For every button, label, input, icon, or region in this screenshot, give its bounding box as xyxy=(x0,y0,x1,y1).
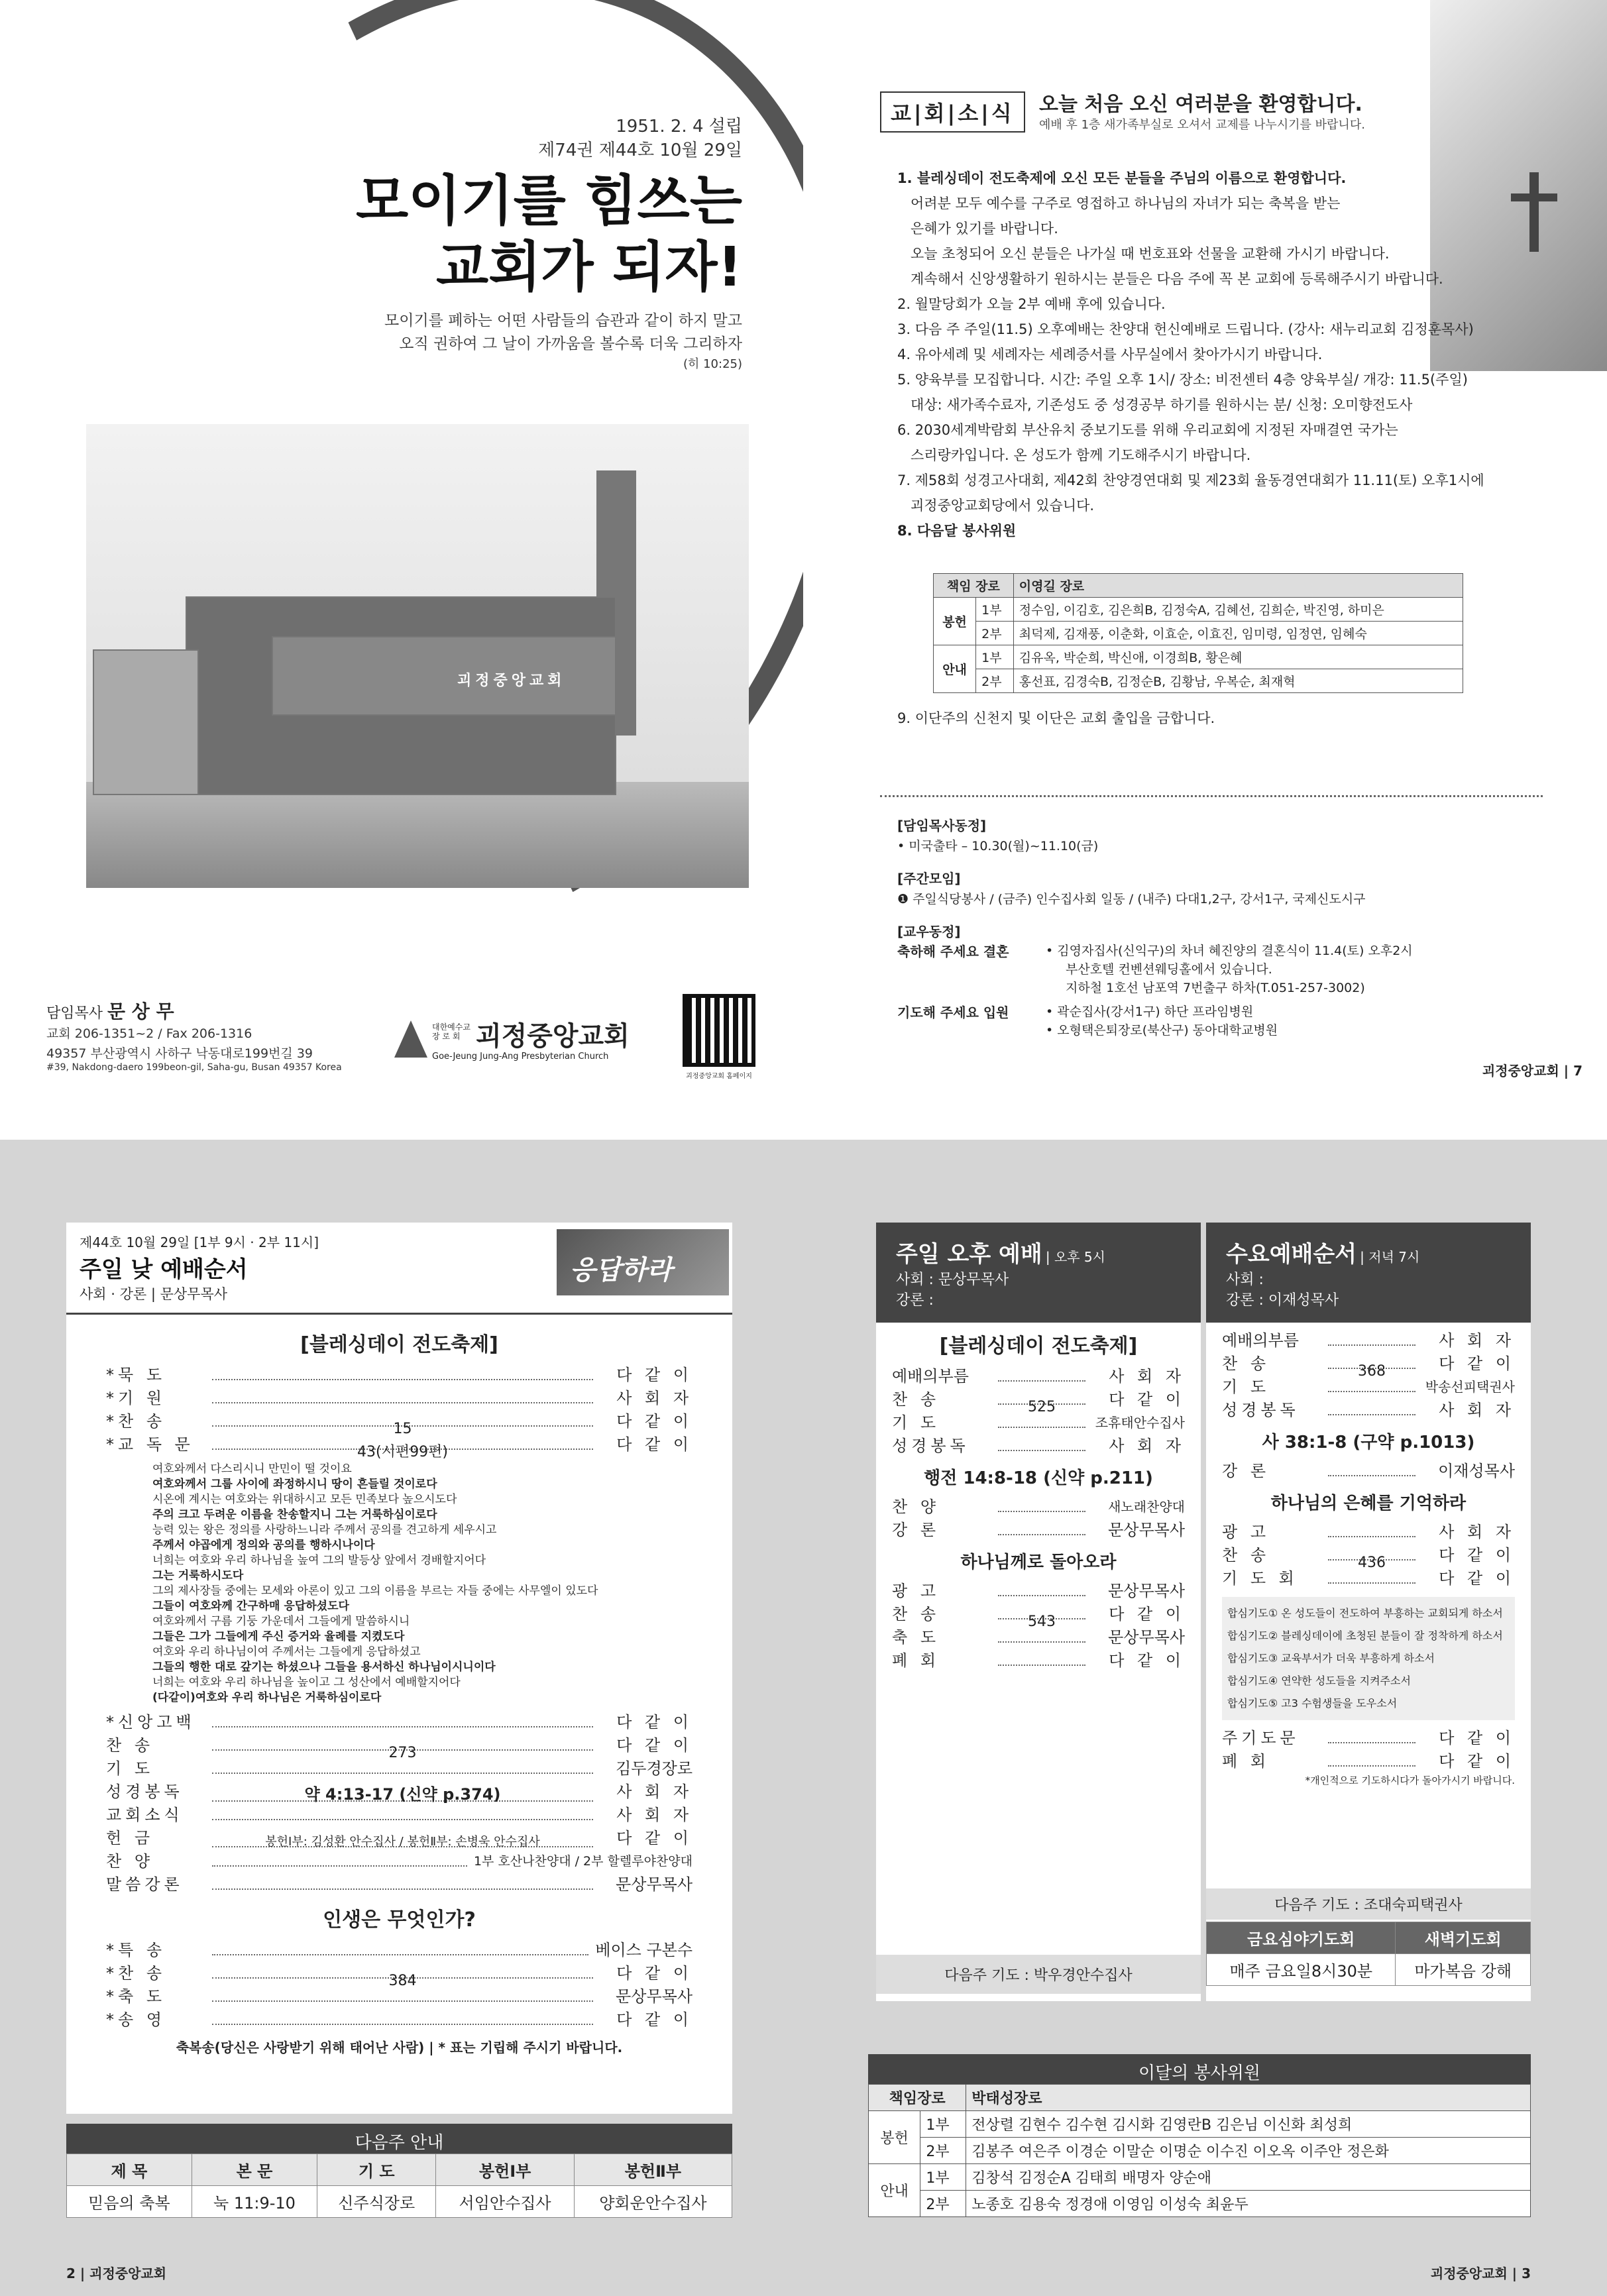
cell: 매주 금요일8시30분 xyxy=(1207,1954,1396,1986)
order-row: *찬 송 15 다 같 이 xyxy=(106,1412,693,1437)
order-row: *묵 도 다 같 이 xyxy=(106,1366,693,1384)
church-logo-icon xyxy=(394,1020,427,1058)
prayer-meeting-table xyxy=(1206,1922,1531,1986)
aft-next-prayer: 다음주 기도 : 박우경안수집사 xyxy=(876,1955,1201,1994)
order-row: 성경봉독 사 회 자 xyxy=(1222,1401,1515,1419)
order-row: 찬 양 1부 호산나찬양대 / 2부 할렐루야찬양대 xyxy=(106,1852,693,1871)
cell: 믿음의 축복 xyxy=(67,2186,192,2218)
sunday-service-card xyxy=(66,1223,732,2114)
order-row: *축 도 문상무목사 xyxy=(106,1987,693,2006)
responsive-reading xyxy=(66,1456,732,1711)
order-row: 예배의부름 사 회 자 xyxy=(1222,1331,1515,1350)
order-row: 헌 금 봉헌Ⅰ부: 김성환 안수집사 / 봉헌Ⅱ부: 손병욱 안수집사 다 같 이 xyxy=(106,1829,693,1849)
pastor-schedule-title: [담임목사동정] xyxy=(897,818,987,834)
wed-time: | 저녁 7시 xyxy=(1360,1249,1420,1265)
vol-cat: 봉헌 xyxy=(869,2111,920,2164)
cover-page xyxy=(0,0,803,1100)
congrats-text-3: 지하철 1호선 남포역 7번출구 하차(T.051-257-3002) xyxy=(1066,981,1365,995)
vol-head-label: 책임 장로 xyxy=(934,574,1014,598)
col-head: 봉헌Ⅰ부 xyxy=(436,2154,575,2186)
order-row: *교 독 문 43(시편99편) 다 같 이 xyxy=(106,1435,693,1460)
vol-part: 2부 xyxy=(976,622,1014,645)
welcome-subtitle: 예배 후 1층 새가족부실로 오셔서 교제를 나누시기를 바랍니다. xyxy=(1039,118,1365,132)
order-row: 폐 회 다 같 이 xyxy=(1222,1752,1515,1771)
qr-code[interactable] xyxy=(683,994,755,1067)
order-row: 찬 양 새노래찬양대 xyxy=(892,1498,1185,1516)
page-number: 2 | 괴정중앙교회 xyxy=(66,2266,167,2281)
vol-head-value: 이영길 장로 xyxy=(1013,574,1463,598)
order-row: 성경봉독 사 회 자 xyxy=(892,1437,1185,1455)
afternoon-service-card xyxy=(876,1223,1201,2001)
vol-head-value: 박태성장로 xyxy=(966,2085,1531,2111)
news-item: 대상: 새가족수료자, 기존성도 중 성경공부 하기를 원하시는 분/ 신청: 오미향전도사 xyxy=(911,397,1413,413)
order-row: 교회소식 사 회 자 xyxy=(106,1806,693,1824)
cover-verse-2: 오직 권하여 그 날이 가까움을 볼수록 더욱 그리하자 xyxy=(399,335,742,353)
section-tag: 교|회|소|식 xyxy=(880,91,1025,133)
news-item: 2. 월말당회가 오늘 2부 예배 후에 있습니다. xyxy=(897,296,1166,312)
news-item: 괴정중앙교회당에서 있습니다. xyxy=(911,498,1095,514)
page-number: 괴정중앙교회 | 3 xyxy=(1430,2266,1531,2281)
est-date: 1951. 2. 4 설립 xyxy=(616,117,742,137)
wed-next-prayer: 다음주 기도 : 조대숙피택권사 xyxy=(1206,1888,1531,1920)
members-title: [교우동정] xyxy=(897,924,961,940)
aft-officiant: 사회 : 문상무목사 xyxy=(896,1272,1009,1288)
vol-names: 정수임, 이김호, 김은희B, 김정숙A, 김혜선, 김희순, 박진영, 하미은 xyxy=(1013,598,1463,622)
order-row: 광 고 사 회 자 xyxy=(1222,1523,1515,1541)
verse-line: 여호와께서 다스리시니 만민이 떨 것이요 xyxy=(152,1462,352,1476)
col-head: 봉헌Ⅱ부 xyxy=(574,2154,732,2186)
prayer-item: 합심기도④ 연약한 성도들을 지켜주소서 xyxy=(1227,1674,1411,1687)
denomination: 대한예수교 장 로 회 xyxy=(432,1022,471,1041)
church-address-en: #39, Nakdong-daero 199beon-gil, Saha-gu, Busan 49357 Korea xyxy=(46,1062,342,1073)
col-head: 기 도 xyxy=(317,2154,436,2186)
order-row: *송 영 다 같 이 xyxy=(106,2010,693,2029)
vol-names: 김봉주 여은주 이경순 이말순 이명순 이수진 이오옥 이주안 정은화 xyxy=(966,2138,1531,2164)
order-row: *찬 송 384 다 같 이 xyxy=(106,1964,693,1989)
pastor-line: 담임목사 문 상 무 xyxy=(46,1001,174,1022)
church-name: 괴정중앙교회 xyxy=(476,1021,630,1052)
news-item: 8. 다음달 봉사위원 xyxy=(897,523,1017,539)
order-row: 성경봉독 약 4:13-17 (신약 p.374) 사 회 자 xyxy=(106,1782,693,1804)
vol-cat: 안내 xyxy=(934,645,976,693)
verse-line: 주께서 야곱에게 정의와 공의를 행하시나이다 xyxy=(152,1539,375,1552)
verse-line: 그들의 행한 대로 갚기는 하셨으나 그들을 용서하신 하나님이시니이다 xyxy=(152,1661,496,1674)
order-row: 광 고 문상무목사 xyxy=(892,1582,1185,1600)
lower-spread xyxy=(0,1140,1607,2296)
church-name-en: Goe-Jeung Jung-Ang Presbyterian Church xyxy=(432,1052,609,1062)
verse-line: 그들이 여호와께 간구하매 응답하셨도다 xyxy=(152,1600,349,1613)
vol-part: 2부 xyxy=(920,2191,966,2217)
order-row: *특 송 베이스 구본수 xyxy=(106,1941,693,1959)
col-head: 새벽기도회 xyxy=(1396,1922,1531,1954)
cell: 마가복음 강해 xyxy=(1396,1954,1531,1986)
order-row: 기 도 김두경장로 xyxy=(106,1759,693,1778)
wednesday-service-card xyxy=(1206,1223,1531,2001)
vol-names: 노종호 김용숙 정경애 이영임 이성숙 최윤두 xyxy=(966,2191,1531,2217)
vol-part: 1부 xyxy=(920,2164,966,2191)
sunday-section: [블레싱데이 전도축제] xyxy=(300,1333,498,1356)
wed-message: 하나님의 은혜를 기억하라 xyxy=(1270,1494,1467,1513)
cell: 서임안수집사 xyxy=(436,2186,575,2218)
building-sign: 괴정중앙교회 xyxy=(457,673,566,689)
service-officiant: 사회 · 강론 | 문상무목사 xyxy=(80,1286,228,1302)
news-item: 계속해서 신앙생활하기 원하시는 분들은 다음 주에 꼭 본 교회에 등록해주시기 바랍니다. xyxy=(911,271,1443,287)
wed-officiant: 사회 : xyxy=(1226,1272,1264,1288)
news-item: 오늘 초청되어 오신 분들은 나가실 때 번호표와 선물을 교환해 가시기 바랍니다. xyxy=(911,246,1390,262)
order-row: 기 도 박송선피택권사 xyxy=(1222,1378,1515,1396)
vol-part: 1부 xyxy=(976,645,1014,669)
aft-scripture: 행전 14:8-18 (신약 p.211) xyxy=(924,1468,1153,1488)
aft-message: 하나님께로 돌아오라 xyxy=(960,1553,1117,1572)
weekly-text: ❶ 주일식당봉사 / (금주) 인수집사회 일동 / (내주) 다대1,2구, 강서1구, 국제신도시구 xyxy=(897,892,1366,906)
news-item: 7. 제58회 성경고사대회, 제42회 찬양경연대회 및 제23회 율동경연대회가 11.11(토) 오후1시에 xyxy=(897,472,1484,488)
order-row: 강 론 이재성목사 xyxy=(1222,1462,1515,1480)
order-row: *신앙고백 다 같 이 xyxy=(106,1713,693,1731)
prayer-item: 합심기도③ 교육부서가 더욱 부흥하게 하소서 xyxy=(1227,1652,1435,1665)
vol-names: 전상렬 김현수 김수현 김시화 김영란B 김은님 이신화 최성희 xyxy=(966,2111,1531,2138)
verse-line: 능력 있는 왕은 정의를 사랑하느니라 주께서 공의를 견고하게 세우시고 xyxy=(152,1523,497,1537)
vol-cat: 안내 xyxy=(869,2164,920,2217)
vol-names: 홍선표, 김경숙B, 김정순B, 김황남, 우복순, 최재혁 xyxy=(1013,669,1463,693)
church-tel: 교회 206-1351~2 / Fax 206-1316 xyxy=(46,1026,252,1041)
pray-label: 기도해 주세요 입원 xyxy=(897,1005,1009,1020)
church-address: 49357 부산광역시 사하구 낙동대로199번길 39 xyxy=(46,1046,313,1061)
verse-line: (다같이)여호와 우리 하나님은 거룩하심이로다 xyxy=(152,1691,382,1704)
vol-part: 2부 xyxy=(920,2138,966,2164)
pray-text-1: • 곽순집사(강서1구) 하단 프라임병원 xyxy=(1046,1005,1254,1019)
verse-line: 그의 제사장들 중에는 모세와 아론이 있고 그의 이름을 부르는 자들 중에는 사무엘이 있도다 xyxy=(152,1584,598,1598)
prayer-item: 합심기도① 온 성도들이 전도하여 부흥하는 교회되게 하소서 xyxy=(1227,1607,1503,1619)
cell: 양회운안수집사 xyxy=(574,2186,732,2218)
order-row: 축 도 문상무목사 xyxy=(892,1628,1185,1647)
monthly-volunteers-header: 이달의 봉사위원 xyxy=(868,2054,1531,2089)
verse-line: 여호와 우리 하나님이여 주께서는 그들에게 응답하셨고 xyxy=(152,1645,421,1659)
wed-note: *개인적으로 기도하시다가 돌아가시기 바랍니다. xyxy=(1305,1775,1515,1786)
verse-line: 시온에 계시는 여호와는 위대하시고 모든 민족보다 높으시도다 xyxy=(152,1493,457,1506)
qr-caption: 괴정중앙교회 홈페이지 xyxy=(686,1073,752,1080)
next-week-header: 다음주 안내 xyxy=(66,2124,732,2159)
verse-line: 그는 거룩하시도다 xyxy=(152,1569,244,1582)
news-list xyxy=(893,166,1529,543)
news-item-9: 9. 이단주의 신천지 및 이단은 교회 출입을 금합니다. xyxy=(897,710,1215,726)
verse-line: 주의 크고 두려운 이름을 찬송할지니 그는 거룩하심이로다 xyxy=(152,1508,437,1521)
vol-part: 2부 xyxy=(976,669,1014,693)
verse-line: 여호와께서 구름 기둥 가운데서 그들에게 말씀하시니 xyxy=(152,1615,410,1628)
wed-title: 수요예배순서 xyxy=(1226,1241,1357,1268)
volunteer-table xyxy=(933,573,1463,693)
order-row: 주기도문 다 같 이 xyxy=(1222,1729,1515,1747)
vol-names: 김유옥, 박순희, 박신애, 이경희B, 황은혜 xyxy=(1013,645,1463,669)
vol-part: 1부 xyxy=(976,598,1014,622)
verse-line: 너희는 여호와 우리 하나님을 높여 그의 발등상 앞에서 경배할지어다 xyxy=(152,1554,486,1567)
news-item: 5. 양육부를 모집합니다. 시간: 주일 오후 1시/ 장소: 비전센터 4층 양육부실/ 개강: 11.5(주일) xyxy=(897,372,1468,388)
cell: 신주식장로 xyxy=(317,2186,436,2218)
service-title: 주일 낮 예배순서 xyxy=(80,1256,248,1283)
congrats-label: 축하해 주세요 결혼 xyxy=(897,944,1009,959)
vol-names: 김창석 김정순A 김태희 배명자 양순애 xyxy=(966,2164,1531,2191)
vol-cat: 봉헌 xyxy=(934,598,976,645)
order-row: 말씀강론 문상무목사 xyxy=(106,1875,693,1894)
monthly-volunteers-table xyxy=(868,2084,1531,2217)
verse-line: 그들은 그가 그들에게 주신 증거와 율례를 지켰도다 xyxy=(152,1630,405,1643)
cover-verse-1: 모이기를 폐하는 어떤 사람들의 습관과 같이 하지 말고 xyxy=(384,312,742,329)
wed-scripture: 사 38:1-8 (구약 p.1013) xyxy=(1262,1433,1475,1452)
news-item: 4. 유아세례 및 세례자는 세례증서를 사무실에서 찾아가시기 바랍니다. xyxy=(897,347,1323,362)
church-news-page xyxy=(873,0,1607,1100)
issue-info: 제74권 제44호 10월 29일 xyxy=(538,140,742,160)
cover-title-2: 교회가 되자! xyxy=(435,236,742,299)
order-row: 찬 송 436 다 같 이 xyxy=(1222,1546,1515,1571)
order-row: 기 도 조휴태안수집사 xyxy=(892,1413,1185,1432)
verse-line: 너희는 여호와 우리 하나님을 높이고 그 성산에서 예배할지어다 xyxy=(152,1676,461,1689)
service-issue: 제44호 10월 29일 [1부 9시 · 2부 11시] xyxy=(80,1234,319,1250)
church-building-illustration xyxy=(86,424,749,888)
news-item: 어려분 모두 예수를 구주로 영접하고 하나님의 자녀가 되는 축복을 받는 xyxy=(911,195,1341,211)
pastor-schedule: • 미국출타 – 10.30(월)~11.10(금) xyxy=(897,839,1099,853)
prayer-item: 합심기도② 블레싱데이에 초청된 분들이 잘 정착하게 하소서 xyxy=(1227,1629,1503,1642)
sermon-title: 인생은 무엇인가? xyxy=(323,1908,476,1932)
aft-preacher: 강론 : xyxy=(896,1292,934,1309)
col-head: 본 문 xyxy=(192,2154,317,2186)
prayer-item: 합심기도⑤ 고3 수험생들을 도우소서 xyxy=(1227,1697,1398,1710)
news-item: 3. 다음 주 주일(11.5) 오후예배는 찬양대 헌신예배로 드립니다. (강사: 새누리교회 김정훈목사) xyxy=(897,321,1474,337)
col-head: 제 목 xyxy=(67,2154,192,2186)
aft-section: [블레싱데이 전도축제] xyxy=(939,1335,1138,1358)
pray-text-2: • 오형택은퇴장로(북산구) 동아대학교병원 xyxy=(1046,1023,1278,1038)
news-item: 1. 블레싱데이 전도축제에 오신 모든 분들을 주님의 이름으로 환영합니다. xyxy=(897,170,1347,186)
weekly-title: [주간모임] xyxy=(897,871,961,887)
prayer-list xyxy=(1222,1597,1515,1720)
vol-names: 최덕제, 김재풍, 이춘화, 이효순, 이효진, 임미령, 임정연, 임혜숙 xyxy=(1013,622,1463,645)
page-number: 괴정중앙교회 | 7 xyxy=(1482,1063,1582,1079)
order-row: 기 도 회 다 같 이 xyxy=(1222,1569,1515,1588)
divider xyxy=(880,795,1543,797)
news-item: 6. 2030세계박람회 부산유치 중보기도를 위해 우리교회에 지정된 자매결연 국가는 xyxy=(897,422,1398,438)
vol-head-label: 책임장로 xyxy=(869,2085,966,2111)
order-row: 찬 송 273 다 같 이 xyxy=(106,1736,693,1761)
wed-preacher: 강론 : 이재성목사 xyxy=(1226,1292,1339,1309)
next-week-table xyxy=(66,2154,732,2218)
aft-time: | 오후 5시 xyxy=(1045,1249,1105,1265)
cell: 눅 11:9-10 xyxy=(192,2186,317,2218)
news-item: 스리랑카입니다. 온 성도가 함께 기도해주시기 바랍니다. xyxy=(911,447,1251,463)
vol-part: 1부 xyxy=(920,2111,966,2138)
order-row: 폐 회 다 같 이 xyxy=(892,1651,1185,1670)
verse-line: 여호와께서 그룹 사이에 좌정하시니 땅이 흔들릴 것이로다 xyxy=(152,1478,437,1491)
praying-hands-banner: 응답하라 xyxy=(557,1229,729,1295)
order-row: 강 론 문상무목사 xyxy=(892,1521,1185,1539)
closing-note: 축복송(당신은 사랑받기 위해 태어난 사람) | * 표는 기립해 주시기 바랍니다. xyxy=(176,2040,623,2055)
news-item: 은혜가 있기를 바랍니다. xyxy=(911,221,1058,237)
order-row: 찬 송 368 다 같 이 xyxy=(1222,1354,1515,1380)
aft-title: 주일 오후 예배 xyxy=(896,1241,1042,1268)
congrats-text-2: 부산호텔 컨벤션웨딩홀에서 있습니다. xyxy=(1066,962,1272,977)
congrats-text-1: • 김영자집사(신익구)의 차녀 혜진양의 결혼식이 11.4(토) 오후2시 xyxy=(1046,944,1413,958)
order-row: 예배의부름 사 회 자 xyxy=(892,1367,1185,1386)
order-row: *기 원 사 회 자 xyxy=(106,1389,693,1407)
order-row: 찬 송 543 다 같 이 xyxy=(892,1605,1185,1630)
verse-ref: (히 10:25) xyxy=(683,357,742,371)
cover-title-1: 모이기를 힘쓰는 xyxy=(355,170,742,233)
order-row: 찬 송 525 다 같 이 xyxy=(892,1390,1185,1415)
col-head: 금요심야기도회 xyxy=(1207,1922,1396,1954)
welcome-title: 오늘 처음 오신 여러분을 환영합니다. xyxy=(1039,93,1362,116)
